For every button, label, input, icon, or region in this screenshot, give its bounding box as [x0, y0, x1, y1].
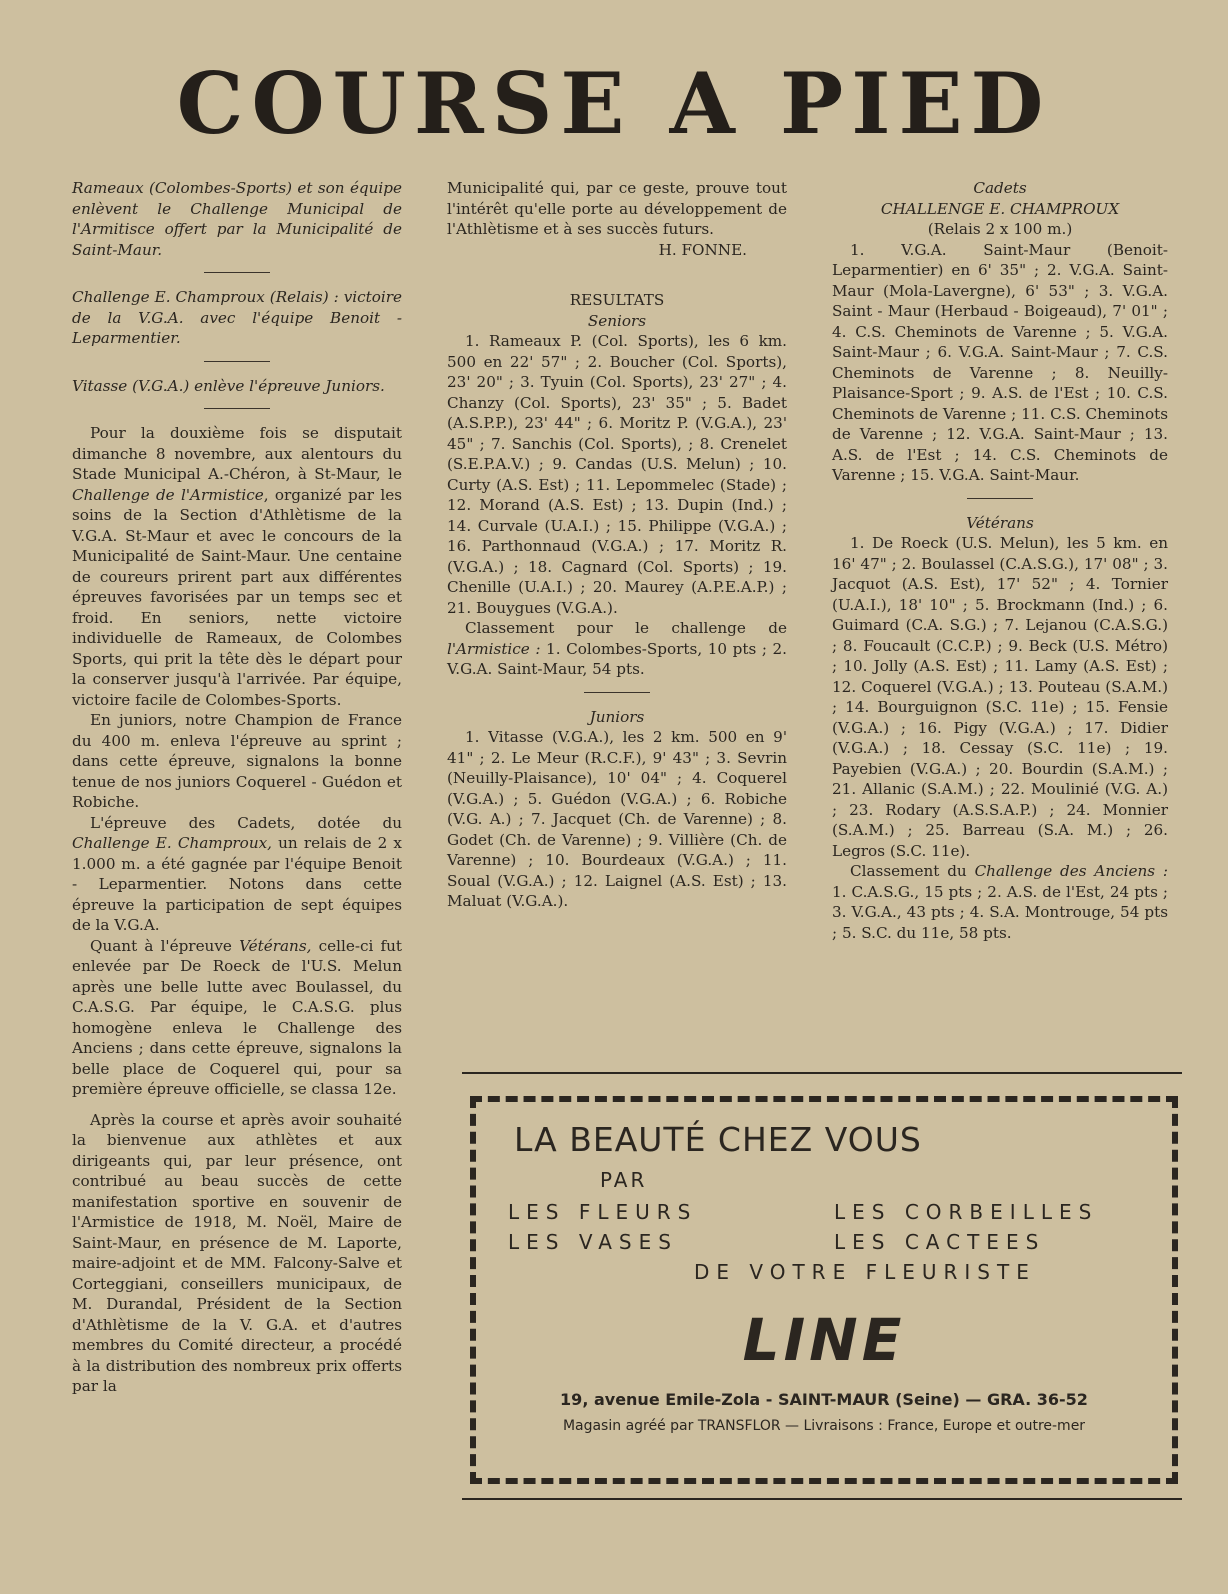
- divider: [967, 498, 1033, 499]
- cadets-results: 1. V.G.A. Saint-Maur (Benoit-Leparmentier) en 6' 35" ; 2. V.G.A. Saint-Maur (Mola-Lavergne), 6' 53" ; 3. V.G.A. Saint - Maur (Herbaud - Boigeaud), 7' 01" ; 4. C.S. Cheminots de Varenne ; 5. V.G.A. Saint-Maur ; 6. V.G.A. Saint-Maur ; 7. C.S. Cheminots de Varenne ; 8. Neuilly-Plaisance-Sport ; 9. A.S. de l'Est ; 10. C.S. Cheminots de Varenne ; 11. C.S. Cheminots de Varenne ; 12. V.G.A. Saint-Maur ; 13. A.S. de l'Est ; 14. C.S. Cheminots de Varenne ; 15. V.G.A. Saint-Maur.: [832, 240, 1168, 484]
- ad-fleuriste: DE VOTRE FLEURISTE: [694, 1260, 1036, 1284]
- text-run: celle-ci fut enlevée par De Roeck de l'U.S. Melun après une belle lutte avec Boulassel, du C.A.S.G. Par équipe, le C.A.S.G. plus homogène enleva le Challenge des Anciens ; dans cette épreuve, signalons la belle place de Coquerel qui, pour sa première épreuve officielle, se classa 12e.: [72, 936, 402, 1098]
- seniors-title: Seniors: [587, 311, 647, 330]
- text-run: Vétérans,: [239, 936, 312, 955]
- cadets-challenge: CHALLENGE E. CHAMPROUX: [880, 199, 1120, 218]
- divider: [204, 408, 270, 409]
- headline: COURSE A PIED: [176, 54, 1052, 153]
- text-run: Pour la douxième fois se disputait dimanche 8 novembre, aux alentours du Stade Municipal A.-Chéron, à St-Maur, le: [72, 424, 402, 483]
- classement-armistice: [447, 618, 787, 680]
- ad-address: 19, avenue Emile-Zola - SAINT-MAUR (Seine) — GRA. 36-52: [560, 1390, 1088, 1409]
- ad-item-vases: LES VASES: [508, 1230, 678, 1254]
- classement-anciens: [832, 861, 1168, 943]
- cadets-title: Cadets: [973, 179, 1027, 197]
- juniors-results: 1. Vitasse (V.G.A.), les 2 km. 500 en 9' 41" ; 2. Le Meur (R.C.F.), 9' 43" ; 3. Sevrin (Neuilly-Plaisance), 10' 04" ; 4. Coquerel (V.G.A.) ; 5. Guédon (V.G.A.) ; 6. Robiche (V.G. A.) ; 7. Jacquet (Ch. de Varenne) ; 8. Godet (Ch. de Varenne) ; 9. Villière (Ch. de Varenne) ; 10. Bourdeaux (V.G.A.) ; 11. Soual (V.G.A.) ; 12. Laignel (A.S. Est) ; 13. Maluat (V.G.A.).: [447, 728, 787, 910]
- divider: [584, 692, 650, 693]
- spacer: [447, 260, 787, 270]
- paragraph-1: [72, 423, 402, 710]
- column-1: [72, 178, 402, 1397]
- text-run: , organizé par les soins de la Section d'Athlètisme de la V.G.A. St-Maur et avec le concours de la Municipalité de Saint-Maur. Une centaine de coureurs prirent part aux différentes épreuves favorisées par un temps sec et froid. En seniors, nette victoire individuelle de Rameaux, de Colombes Sports, qui prit la tête dès le départ pour la conserver jusqu'à l'arrivée. Par équipe, victoire facile de Colombes-Sports.: [72, 485, 402, 709]
- spacer: [447, 280, 787, 290]
- ad-headline: LA BEAUTÉ CHEZ VOUS: [514, 1120, 922, 1159]
- text-run: 1. C.A.S.G., 15 pts ; 2. A.S. de l'Est, 24 pts ; 3. V.G.A., 43 pts ; 4. S.A. Montrouge, 54 pts ; 5. S.C. du 11e, 58 pts.: [832, 882, 1168, 942]
- spacer: [447, 270, 787, 280]
- ad-shop-info: Magasin agréé par TRANSFLOR — Livraisons : France, Europe et outre-mer: [562, 1418, 1086, 1434]
- column-2: [447, 178, 787, 912]
- ad-top-rule: [462, 1072, 1182, 1074]
- paragraph-4: [72, 936, 402, 1100]
- results-title: RESULTATS: [569, 291, 665, 309]
- text-run: Classement pour le challenge de: [465, 619, 787, 637]
- continuation: Municipalité qui, par ce geste, prouve tout l'intérêt qu'elle porte au développement de l'Athlètisme et à ses succès futurs.: [447, 179, 787, 238]
- paragraph-2: En juniors, notre Champion de France du 400 m. enleva l'épreuve au sprint ; dans cette épreuve, signalons la bonne tenue de nos juniors Coquerel - Guédon et Robiche.: [72, 711, 402, 811]
- text-run: Challenge de l'Armistice: [72, 485, 264, 504]
- ad-par: PAR: [600, 1168, 648, 1192]
- text-run: Challenge E. Champroux,: [72, 834, 272, 852]
- veterans-title: Vétérans: [966, 513, 1034, 532]
- ad-bottom-rule: [462, 1498, 1182, 1500]
- seniors-results: 1. Rameaux P. (Col. Sports), les 6 km. 500 en 22' 57" ; 2. Boucher (Col. Sports), 23' 20" ; 3. Tyuin (Col. Sports), 23' 27" ; 4. Chanzy (Col. Sports), 23' 35" ; 5. Badet (A.S.P.P.), 23' 44" ; 6. Moritz P. (V.G.A.), 23' 45" ; 7. Sanchis (Col. Sports), ; 8. Crenelet (S.E.P.A.V.) ; 9. Candas (U.S. Melun) ; 10. Curty (A.S. Est) ; 11. Lepommelec (Stade) ; 12. Morand (A.S. Est) ; 13. Dupin (Ind.) ; 14. Curvale (U.A.I.) ; 15. Philippe (V.G.A.) ; 16. Parthonnaud (V.G.A.) ; 17. Moritz R. (V.G.A.) ; 18. Cagnard (Col. Sports) ; 19. Chenille (U.A.I.) ; 20. Maurey (A.P.E.A.P.) ; 21. Bouygues (V.G.A.).: [447, 332, 787, 617]
- signature: H. FONNE.: [658, 240, 747, 259]
- ad-item-corbeilles: LES CORBEILLES: [834, 1200, 1099, 1224]
- text-run: Quant à l'épreuve: [90, 936, 240, 955]
- juniors-title: Juniors: [589, 707, 645, 726]
- divider: [204, 361, 270, 362]
- lead-1: Rameaux (Colombes-Sports) et son équipe enlèvent le Challenge Municipal de l'Armitisce offert par la Municipalité de Saint-Maur.: [72, 179, 402, 259]
- cadets-relais: (Relais 2 x 100 m.): [927, 220, 1073, 238]
- divider: [204, 272, 270, 273]
- ad-item-fleurs: LES FLEURS: [508, 1200, 698, 1224]
- column-3: [832, 178, 1168, 943]
- lead-2: Challenge E. Champroux (Relais) : victoire de la V.G.A. avec l'équipe Benoit - Leparmentier.: [72, 288, 402, 347]
- lead-3: Vitasse (V.G.A.) enlève l'épreuve Juniors.: [72, 376, 385, 395]
- ad-item-cactees: LES CACTEES: [834, 1230, 1046, 1254]
- spacer: [72, 1100, 402, 1110]
- ad-brand-logo: LINE: [742, 1306, 906, 1374]
- text-run: Challenge des Anciens :: [974, 862, 1169, 880]
- florist-advertisement: [470, 1096, 1178, 1484]
- text-run: L'épreuve des Cadets, dotée du: [90, 813, 402, 832]
- text-run: Classement du: [850, 862, 975, 880]
- veterans-results: 1. De Roeck (U.S. Melun), les 5 km. en 16' 47" ; 2. Boulassel (C.A.S.G.), 17' 08" ; 3. Jacquot (A.S. Est), 17' 52" ; 4. Tornier (U.A.I.), 18' 10" ; 5. Brockmann (Ind.) ; 6. Guimard (C.A. S.G.) ; 7. Lejanou (C.A.S.G.) ; 8. Foucault (C.C.P.) ; 9. Beck (U.S. Métro) ; 10. Jolly (A.S. Est) ; 11. Lamy (A.S. Est) ; 12. Coquerel (V.G.A.) ; 13. Pouteau (S.A.M.) ; 14. Bourguignon (S.C. 11e) ; 15. Fensie (V.G.A.) ; 16. Pigy (V.G.A.) ; 17. Didier (V.G.A.) ; 18. Cessay (S.C. 11e) ; 19. Payebien (V.G.A.) ; 20. Bourdin (S.A.M.) ; 21. Allanic (S.A.M.) ; 22. Moulinié (V.G. A.) ; 23. Rodary (A.S.S.A.P.) ; 24. Monnier (S.A.M.) ; 25. Barreau (S.A. M.) ; 26. Legros (S.C. 11e).: [832, 534, 1168, 860]
- text-run: l'Armistice :: [447, 639, 541, 658]
- text-run: 1. Colombes-Sports, 10 pts ; 2. V.G.A. Saint-Maur, 54 pts.: [447, 639, 787, 678]
- paragraph-3: [72, 813, 402, 936]
- text-run: un relais de 2 x 1.000 m. a été gagnée par l'équipe Benoit - Leparmentier. Notons dans cette épreuve la participation de sept équipes de la V.G.A.: [72, 834, 402, 934]
- paragraph-5: Après la course et après avoir souhaité la bienvenue aux athlètes et aux dirigeants qui, par leur présence, ont contribué au beau succès de cette manifestation sportive en souvenir de l'Armistice de 1918, M. Noël, Maire de Saint-Maur, en présence de M. Laporte, maire-adjoint et de MM. Falcony-Salve et Corteggiani, conseillers municipaux, de M. Durandal, Président de la Section d'Athlètisme de la V. G.A. et d'autres membres du Comité directeur, a procédé à la distribution des nombreux prix offerts par la: [72, 1110, 402, 1395]
